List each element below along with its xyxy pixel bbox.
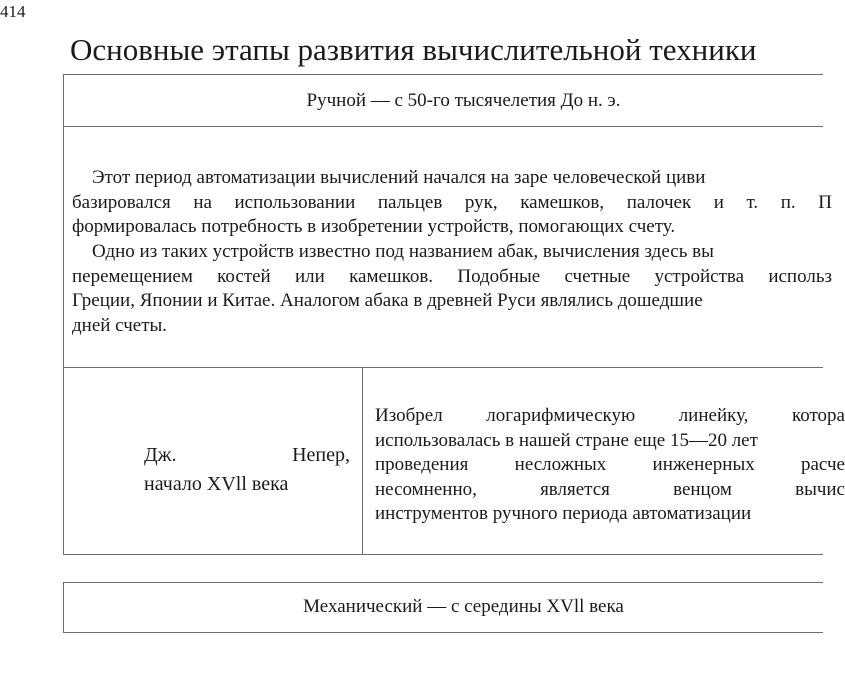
text-line [375, 450, 845, 475]
word: камешков. [349, 265, 434, 287]
invention-description [375, 401, 845, 524]
word: счетные [564, 265, 631, 287]
word: палочек [626, 191, 692, 213]
word: проведения [375, 454, 469, 475]
text-line: использовалась в нашей стране еще 15—20 лет [375, 429, 758, 451]
word: базировался [72, 191, 171, 213]
text-line: формировалась потребность в изобретении устройств, помогающих счету. [72, 216, 676, 237]
word: линейку, [678, 405, 749, 426]
word: перемещением [72, 265, 193, 287]
word: костей [217, 265, 271, 287]
word: пальцев [377, 191, 443, 213]
word: П [818, 191, 832, 213]
word: Подобные [457, 265, 541, 287]
text-line: Одно из таких устройств известно под названием абак, вычисления здесь вы [92, 241, 714, 262]
word: несомненно, [375, 478, 477, 500]
word: логарифмическую [486, 405, 636, 426]
column-divider [362, 368, 363, 554]
word: котора [791, 405, 845, 426]
word: инженерных [652, 454, 755, 475]
inventor-name [144, 441, 350, 470]
word: вычис [795, 478, 845, 500]
section-manual-header [63, 74, 823, 127]
napier-row [63, 367, 845, 555]
paragraph-abacus [72, 240, 832, 338]
word: расче [801, 454, 845, 475]
section-manual-heading: Ручной — с 50-го тысячелетия До н. э. [306, 90, 621, 111]
word: Дж. [144, 444, 177, 466]
word: Непер, [292, 444, 350, 466]
text-line [72, 265, 832, 290]
text-line [375, 401, 845, 426]
section-manual-body [63, 126, 832, 368]
word: п. [780, 191, 796, 213]
word: использовании [234, 191, 356, 213]
inventor-period: начало XVll века [144, 473, 289, 495]
section-mechanical-header [63, 582, 823, 633]
word: или [295, 265, 325, 287]
word: и [713, 191, 724, 213]
page-number: 414 [0, 2, 26, 21]
inventor-cell [144, 441, 350, 499]
word: является [540, 478, 610, 500]
word: камешков, [520, 191, 605, 213]
text-line: Греции, Японии и Китае. Аналогом абака в древней Руси являлись дошедшие [72, 290, 703, 311]
word: на [193, 191, 212, 213]
text-line: дней счеты. [72, 314, 168, 336]
word: рук, [464, 191, 498, 213]
section-mechanical-heading: Механический — с середины XVll века [303, 596, 624, 617]
page-title: Основные этапы развития вычислительной техники [70, 32, 757, 67]
word: использ [768, 265, 832, 287]
word: т. [746, 191, 759, 213]
word: несложных [514, 454, 607, 475]
word: венцом [673, 478, 732, 500]
text-line [375, 475, 845, 500]
word: устройства [654, 265, 745, 287]
text-line: Этот период автоматизации вычислений начался на заре человеческой циви [92, 167, 706, 188]
word: Изобрел [375, 405, 443, 426]
text-line [72, 191, 832, 216]
paragraph-fingers [72, 166, 832, 240]
text-line: инструментов ручного периода автоматизации [375, 503, 752, 524]
